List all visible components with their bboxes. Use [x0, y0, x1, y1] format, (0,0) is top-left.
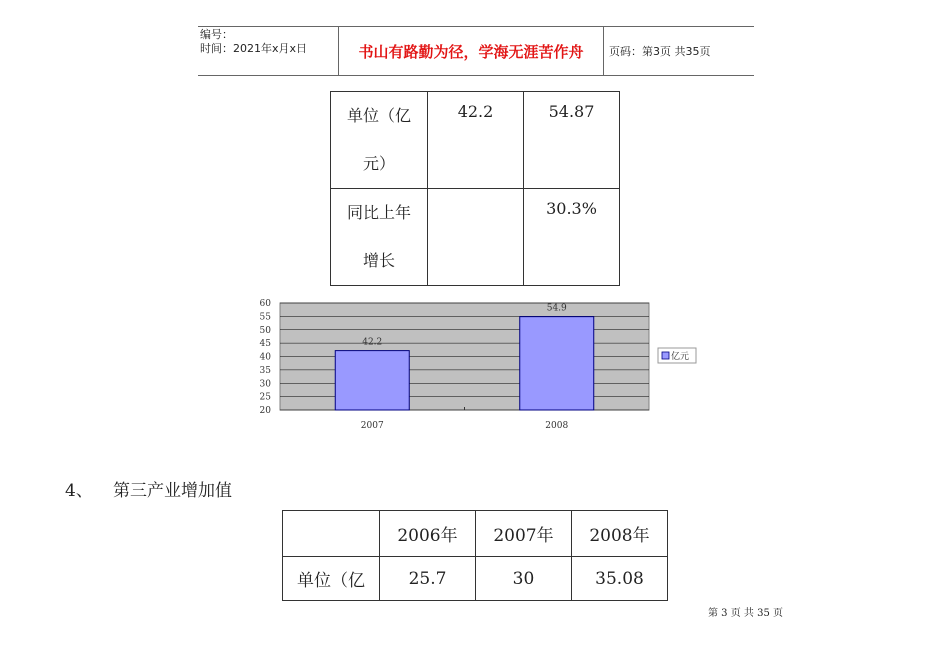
number-label: 编号：	[200, 28, 233, 41]
revenue-table	[330, 91, 620, 286]
table-cell: 25.7	[380, 557, 476, 601]
legend-swatch	[662, 352, 669, 359]
y-tick-label: 25	[259, 392, 271, 403]
cell-text: 54.87	[548, 102, 595, 121]
y-tick-label: 45	[259, 339, 271, 350]
cell-text: 42.2	[457, 102, 494, 121]
page-header	[198, 26, 754, 76]
table-header-cell: 2007年	[476, 511, 572, 557]
table-header-cell	[283, 511, 380, 557]
y-tick-label: 35	[259, 365, 271, 376]
table-cell: 35.08	[572, 557, 668, 601]
time-label: 时间：2021年x月x日	[200, 42, 308, 55]
cell-text: 同比上年	[346, 203, 411, 222]
data-label: 54.9	[546, 303, 567, 314]
section-title: 第三产业增加值	[113, 481, 232, 501]
tertiary-industry-table	[282, 510, 668, 601]
data-label: 42.2	[362, 337, 383, 348]
table-cell: 30	[476, 557, 572, 601]
y-tick-label: 20	[259, 406, 271, 416]
table-cell-label	[331, 189, 428, 286]
x-tick-label: 2008	[545, 421, 569, 431]
table-row	[331, 92, 620, 189]
table-cell-label: 单位（亿	[283, 557, 380, 601]
table-row	[283, 557, 668, 601]
table-cell	[428, 92, 524, 189]
bar	[335, 351, 409, 410]
y-tick-label: 30	[259, 379, 271, 390]
page-footer: 第 3 页 共 35 页	[708, 608, 783, 619]
table-header-cell: 2006年	[380, 511, 476, 557]
cell-text: 元）	[362, 154, 395, 173]
table-cell	[428, 189, 524, 286]
chart-svg	[256, 296, 706, 436]
section-number: 4、	[65, 481, 93, 501]
table-header-cell: 2008年	[572, 511, 668, 557]
header-page-info: 页码：第3页 共35页	[609, 45, 711, 58]
y-tick-label: 50	[259, 325, 271, 336]
table-cell	[524, 189, 620, 286]
table-row	[331, 189, 620, 286]
legend-label: 亿元	[671, 352, 690, 362]
bar	[520, 317, 594, 410]
y-tick-label: 40	[259, 352, 271, 363]
bar-chart	[256, 296, 706, 436]
cell-text: 单位（亿	[346, 106, 411, 125]
table-header-row	[283, 511, 668, 557]
header-meta	[198, 27, 339, 75]
y-tick-label: 55	[259, 312, 271, 323]
y-tick-label: 60	[259, 299, 271, 309]
header-motto: 书山有路勤为径，学海无涯苦作舟	[339, 27, 604, 75]
table-cell	[524, 92, 620, 189]
x-tick-label: 2007	[360, 421, 384, 431]
table-cell-label	[331, 92, 428, 189]
cell-text: 30.3%	[546, 199, 597, 218]
cell-text: 增长	[362, 251, 395, 270]
